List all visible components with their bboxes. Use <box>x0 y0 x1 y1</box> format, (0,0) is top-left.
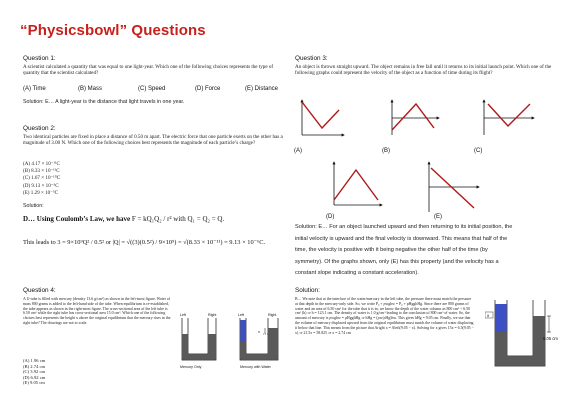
graph-d-label: (D) <box>326 214 335 220</box>
q2-choice-b: (B) 8.33 × 10⁻¹¹C <box>23 168 60 175</box>
q1-choice-c: (C) Speed <box>138 86 166 92</box>
fig2-water <box>240 320 245 342</box>
q1-text: A scientist calculated a quantity that was equal to one light-year. Which one of the following choices represents the type of quantity that the scientist calculated? <box>23 64 274 77</box>
q2-line1-eq: F = kQ₁Q₂ / r² with Q₁ = Q₂ = Q. <box>131 215 225 223</box>
graph-d <box>326 162 382 220</box>
q4-solution-text: B… We note that at the interface of the water/mercury in the left tube, the pressure there must match the pressure at that depth in the mercury-only side. So, we write P₀ + ρwghw = P₀ + ρHgghHg. Since there are 800 grams of water and an area of 6.50 cm² for the tube that it is in, we know the depth of the water column as 800 cm³ ÷ 6.50 cm² (h) ⇒ h = 123.1 cm. The density of water is 1.0 g/cm³ leading to the conclusion of 800 cm³ of water. So, the amount of mercury is ρwghw = ρHgghHg ⇒ hHg = (ρw/ρHg)hw. This gives hHg = 9.05 cm. Finally, we use that the volume of mercury displaced upward from the original equilibrium must match the volume of water displacing it below that line. This means from the picture that Aright x = Aleft(9.05 − x). Solving for x gives 15x = 6.5(9.05 − x) ⇒ 21.5x = 58.825 ⇒ x = 2.74 cm <box>295 297 474 335</box>
fig2-caption: Mercury with Water <box>240 365 271 369</box>
q1-choice-d: (D) Force <box>195 86 221 92</box>
q2-choices <box>23 161 60 197</box>
fig1-right-label: Right <box>208 313 217 317</box>
q3-solution-line-5: constant slope indicating a constant acceleration). <box>295 270 419 277</box>
q4-label: Question 4: <box>23 287 56 294</box>
page-title: “Physicsbowl” Questions <box>20 22 206 39</box>
fig2-left-label: Left <box>238 313 244 317</box>
graph-e-label: (E) <box>434 214 442 220</box>
fig1-caption: Mercury Only <box>180 365 202 369</box>
graph-d-curve <box>334 170 378 200</box>
q4-choice-a: (A) 1.96 cm <box>23 358 46 363</box>
fig1-left-label: Left <box>180 313 186 317</box>
q3-label: Question 3: <box>295 55 328 62</box>
solution-water <box>495 304 506 332</box>
q2-solution-line1 <box>23 215 224 223</box>
q2-choice-c: (C) 1.67 × 10⁻¹⁰C <box>23 175 61 182</box>
q2-choice-d: (D) 9.13 × 10⁻⁶C <box>23 182 59 189</box>
q3-text: An object is thrown straight upward. The object remains in free fall until it returns to its initial launch point. Which one of the following graphs could represent the velocity of the object as a function of time during its flight? <box>295 64 552 77</box>
q2-line1-prefix: D… Using Coulomb’s Law, we have <box>23 215 131 223</box>
graph-b <box>382 100 439 154</box>
solution-dim-label: 9.05 cm <box>543 336 558 341</box>
q2-solution-label: Solution: <box>23 203 44 209</box>
q3-solution <box>295 222 565 280</box>
fig1-mercury <box>182 334 215 360</box>
q4-choice-d: (D) 6.92 cm <box>23 374 46 380</box>
q3-solution-line-4: symmetry). Of the graphs shown, only (E) has this property (and the velocity has a <box>295 258 499 265</box>
graph-a-curve <box>302 102 339 128</box>
q3-solution-line-2: initial velocity is upward and the final velocity is downward. This means that half of the <box>295 235 508 242</box>
q1-choice-b: (B) Mass <box>78 86 102 92</box>
q1-label: Question 1: <box>23 55 56 62</box>
q4-choice-c: (C) 3.92 cm <box>23 369 46 375</box>
utube-mercury-only <box>180 313 216 369</box>
q3-solution-line-1: Solution: E… For an object launched upward and then returning to its initial position, the <box>295 224 513 230</box>
graph-b-curve <box>392 104 434 130</box>
q1-choice-a: (A) Time <box>23 86 46 92</box>
q4-utube-figures <box>178 310 290 374</box>
utube-mercury-with-water <box>238 313 278 369</box>
graph-c <box>474 100 534 154</box>
solution-x-label: x <box>487 313 490 318</box>
q1-solution: Solution: E… A light-year is the distance that light travels in one year. <box>23 99 185 105</box>
q2-solution-line2 <box>23 238 265 246</box>
graph-a-label: (A) <box>294 148 302 154</box>
graph-c-curve <box>488 104 530 126</box>
q2-line2-prefix: This leads to <box>23 239 56 246</box>
fig2-right-label: Right <box>268 313 277 317</box>
q4-solution-label: Solution: <box>295 287 320 294</box>
fig2-x-label: x <box>258 329 260 334</box>
q4-text: A U-tube is filled with mercury (density 13.6 g/cm³) as shown in the left-most figure. Water of mass 800 grams is added to the left-hand side of the tube. When equilibrium is re-established, the tube appears as shown in the right-most figure. The cross-sectional area of the left tube is 6.50 cm² while the right tube has cross-sectional area 15.0 cm². Which one of the following choices best represents the height x above the original equilibrium that the mercury rises in the right tube? The drawings are not to scale. <box>23 297 171 325</box>
q4-choice-b: (B) 2.74 cm <box>23 363 46 369</box>
q1-choices <box>23 85 293 93</box>
q4-choices <box>23 358 45 386</box>
q2-choice-e: (E) 1.29 × 10⁻⁵C <box>23 189 59 196</box>
q1-choice-e: (E) Distance <box>245 86 279 92</box>
graph-a <box>294 100 344 154</box>
q3-graphs <box>294 90 574 220</box>
graph-e <box>429 162 479 220</box>
q4-solution-figure <box>485 296 565 374</box>
graph-e-curve <box>431 168 474 208</box>
q2-choice-a: (A) 4.17 × 10⁻¹¹C <box>23 161 60 167</box>
graph-b-label: (B) <box>382 148 390 154</box>
graph-c-label: (C) <box>474 148 483 154</box>
q2-label: Question 2: <box>23 125 56 132</box>
q3-solution-line-3: time, the velocity is positive with it being negative the other half of the time (by <box>295 247 488 254</box>
q4-choice-e: (E) 9.05 cm <box>23 380 45 386</box>
q2-text: Two identical particles are fixed in place a distance of 0.50 m apart. The electric force that one particle exerts on the other has a magnitude of 3.00 N. Which one of the following choices best represents the magnitude of each particle’s charge? <box>23 134 283 147</box>
q2-line2-eq: 3 = 9×10⁹Q² / 0.5² or |Q| = √((3)(0.5²) / 9×10⁹) = √(8.33 × 10⁻¹¹) = 9.13 × 10⁻⁶C. <box>57 239 266 246</box>
